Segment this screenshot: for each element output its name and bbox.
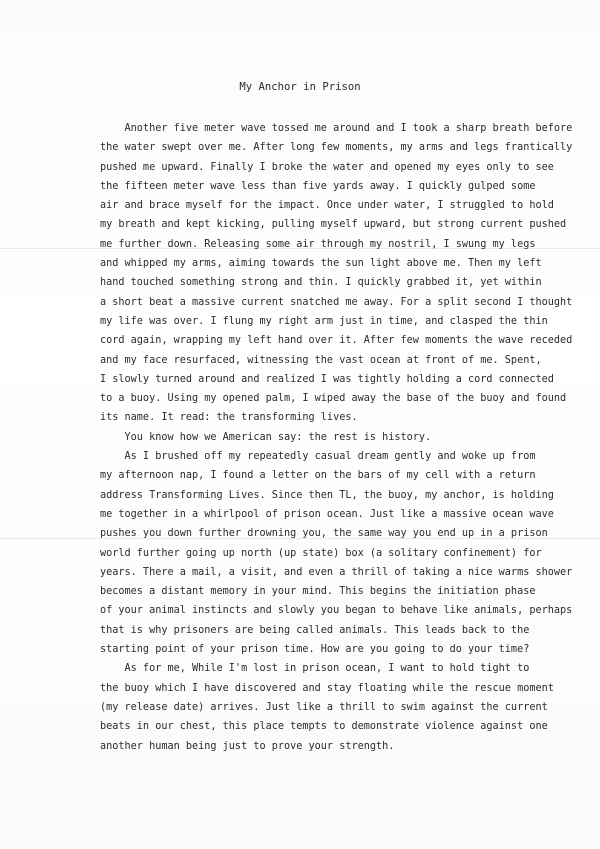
text-line: of your animal instincts and slowly you began to behave like animals, perhaps [100, 605, 573, 617]
text-line: pushed me upward. Finally I broke the water and opened my eyes only to see [100, 161, 554, 173]
paragraph-3 [100, 447, 573, 659]
text-line: You know how we American say: the rest is history. [100, 431, 432, 443]
text-line: my life was over. I flung my right arm just in time, and clasped the thin [100, 315, 548, 327]
text-line: I slowly turned around and realized I was tightly holding a cord connected [100, 373, 554, 385]
text-line: my afternoon nap, I found a letter on the bars of my cell with a return [100, 470, 536, 482]
document-body [100, 119, 573, 756]
text-line: and my face resurfaced, witnessing the vast ocean at front of me. Spent, [100, 354, 542, 366]
text-line: beats in our chest, this place tempts to demonstrate violence against one [100, 721, 548, 733]
text-line: and whipped my arms, aiming towards the sun light above me. Then my left [100, 258, 542, 270]
text-line: As I brushed off my repeatedly casual dream gently and woke up from [100, 451, 536, 463]
text-line: starting point of your prison time. How are you going to do your time? [100, 644, 530, 656]
text-line: address Transforming Lives. Since then TL, the buoy, my anchor, is holding [100, 489, 554, 501]
text-line: the buoy which I have discovered and stay floating while the rescue moment [100, 682, 554, 694]
paragraph-2 [100, 428, 570, 447]
text-line: pushes you down further drowning you, the same way you end up in a prison [100, 528, 548, 540]
text-line: to a buoy. Using my opened palm, I wiped away the base of the buoy and found [100, 393, 567, 405]
text-line: its name. It read: the transforming lives. [100, 412, 358, 424]
paragraph-4 [100, 659, 570, 755]
text-line: another human being just to prove your strength. [100, 740, 395, 752]
text-line: world further going up north (up state) box (a solitary confinement) for [100, 547, 542, 559]
text-line: (my release date) arrives. Just like a thrill to swim against the current [100, 701, 548, 713]
text-line: becomes a distant memory in your mind. This begins the initiation phase [100, 586, 536, 598]
text-line: the fifteen meter wave less than five yards away. I quickly gulped some [100, 180, 536, 192]
text-line: me further down. Releasing some air through my nostril, I swung my legs [100, 238, 536, 250]
text-line: cord again, wrapping my left hand over it. After few moments the wave receded [100, 335, 573, 347]
text-line: the water swept over me. After long few moments, my arms and legs frantically [100, 142, 573, 154]
text-line: hand touched something strong and thin. I quickly grabbed it, yet within [100, 277, 542, 289]
text-line: that is why prisoners are being called animals. This leads back to the [100, 624, 530, 636]
text-line: air and brace myself for the impact. Once under water, I struggled to hold [100, 200, 554, 212]
text-line: As for me, While I'm lost in prison ocean, I want to hold tight to [100, 663, 530, 675]
text-line: years. There a mail, a visit, and even a thrill of taking a nice warms shower [100, 566, 573, 578]
document-title: My Anchor in Prison [239, 81, 361, 93]
text-line: a short beat a massive current snatched me away. For a split second I thought [100, 296, 573, 308]
text-line: me together in a whirlpool of prison ocean. Just like a massive ocean wave [100, 508, 554, 520]
text-line: Another five meter wave tossed me around and I took a sharp breath before [100, 123, 573, 134]
text-line: my breath and kept kicking, pulling myself upward, but strong current pushed [100, 219, 567, 231]
paragraph-1 [100, 119, 573, 428]
